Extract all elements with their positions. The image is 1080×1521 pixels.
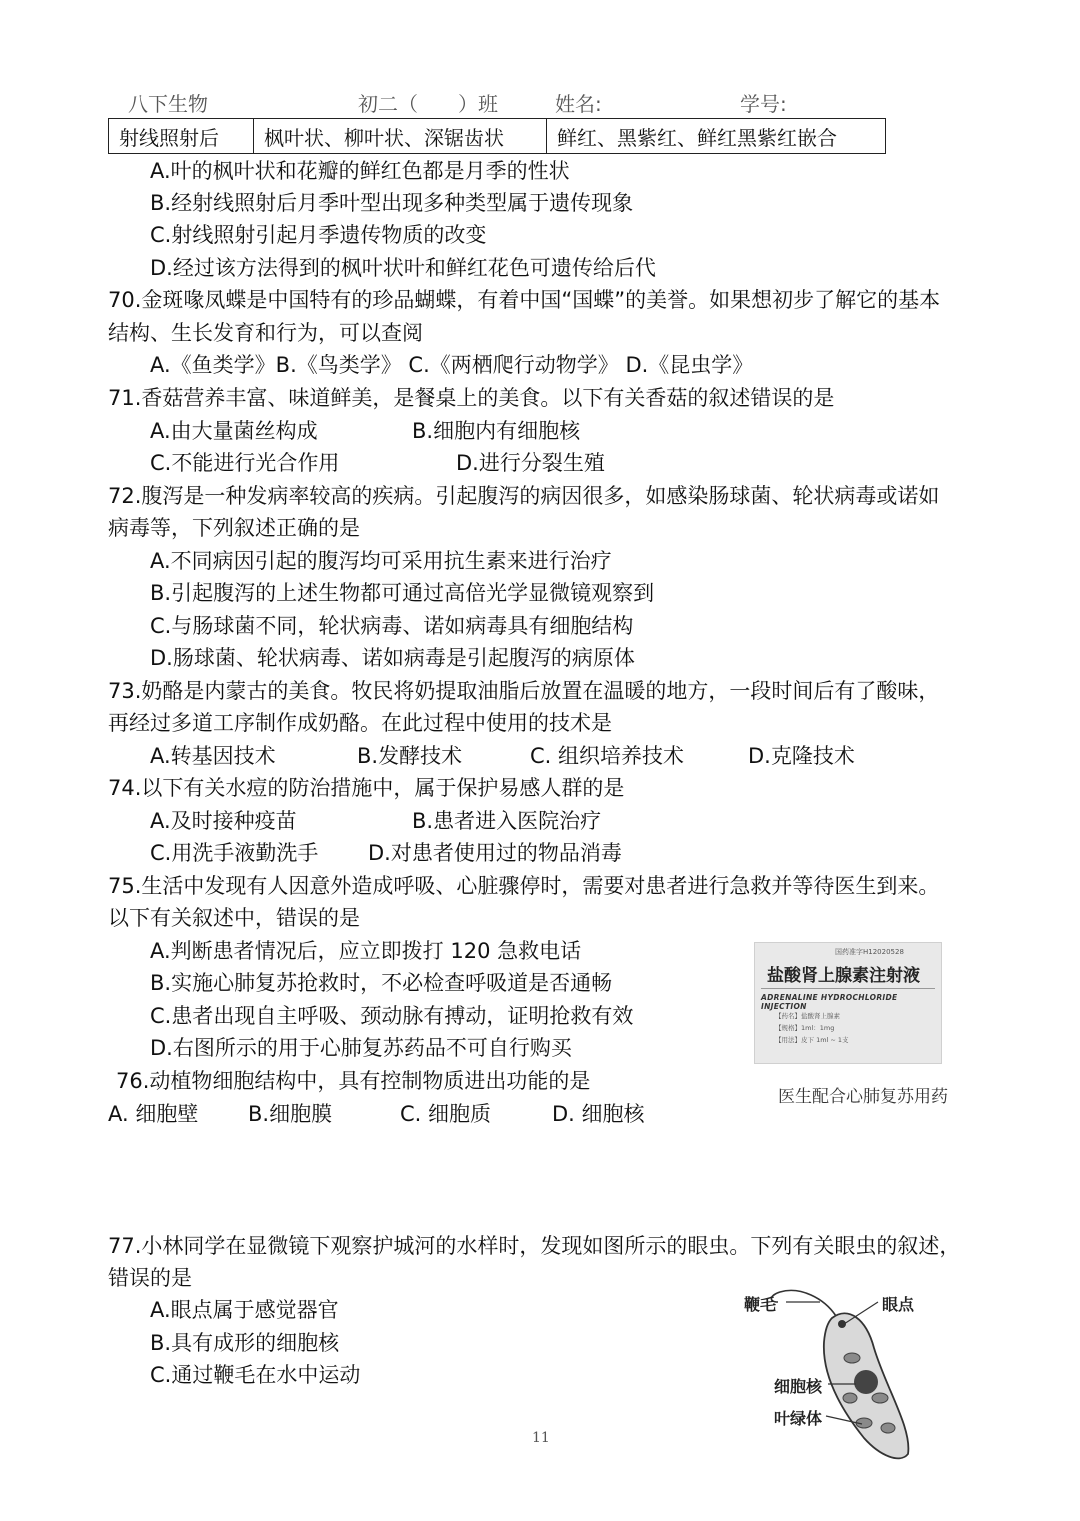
label-flagellum: 鞭毛	[744, 1295, 777, 1314]
q72-stem-cont: 病毒等，下列叙述正确的是	[108, 516, 360, 540]
q70-stem-cont: 结构、生长发育和行为，可以查阅	[108, 321, 423, 345]
q75-option-a: A.判断患者情况后，应立即拨打 120 急救电话	[150, 939, 582, 963]
q73-stem-cont: 再经过多道工序制作成奶酪。在此过程中使用的技术是	[108, 711, 612, 735]
q76-option-b: B.细胞膜	[248, 1102, 333, 1126]
q74-option-c: C.用洗手液勤洗手	[150, 841, 319, 865]
q71-option-a: A.由大量菌丝构成	[150, 419, 318, 443]
header-number: 学号:	[740, 92, 787, 116]
q73-option-c: C. 组织培养技术	[530, 744, 685, 768]
q69-option-a: A.叶的枫叶状和花瓣的鲜红色都是月季的性状	[150, 159, 570, 183]
chloroplast-icon	[872, 1393, 888, 1403]
q77-option-c: C.通过鞭毛在水中运动	[150, 1363, 361, 1387]
q70-options: A.《鱼类学》B.《鸟类学》 C.《两栖爬行动物学》 D.《昆虫学》	[150, 353, 754, 377]
q74-option-d: D.对患者使用过的物品消毒	[368, 841, 622, 865]
q71-stem: 71.香菇营养丰富、味道鲜美，是餐桌上的美食。以下有关香菇的叙述错误的是	[108, 386, 835, 410]
chloroplast-icon	[844, 1353, 860, 1363]
q69-option-b: B.经射线照射后月季叶型出现多种类型属于遗传现象	[150, 191, 634, 215]
q75-stem-cont: 以下有关叙述中，错误的是	[108, 906, 360, 930]
q74-option-a: A.及时接种疫苗	[150, 809, 297, 833]
q69-option-c: C.射线照射引起月季遗传物质的改变	[150, 223, 487, 247]
header-name: 姓名:	[555, 92, 602, 116]
medicine-label-image	[754, 942, 942, 1064]
nucleus-icon	[854, 1370, 878, 1394]
q77-stem-cont: 错误的是	[108, 1266, 192, 1290]
header-subject: 八下生物	[128, 92, 208, 116]
chloroplast-icon	[881, 1423, 895, 1433]
label-eyespot: 眼点	[882, 1295, 915, 1314]
table-cell-label: 射线照射后	[109, 119, 254, 154]
medicine-name-en: ADRENALINE HYDROCHLORIDE INJECTION	[761, 993, 898, 1011]
table-cell-color: 鲜红、黑紫红、鲜红黑紫红嵌合	[547, 119, 886, 154]
medicine-line-2: 【规格】1ml：1mg	[775, 1024, 835, 1032]
q71-option-b: B.细胞内有细胞核	[412, 419, 581, 443]
table-row	[109, 119, 886, 154]
q77-option-a: A.眼点属于感觉器官	[150, 1298, 339, 1322]
page-number: 11	[532, 1430, 550, 1446]
label-nucleus: 细胞核	[774, 1377, 823, 1396]
q73-option-d: D.克隆技术	[748, 744, 855, 768]
medicine-approval-number: 国药准字H12020528	[835, 948, 904, 956]
trait-table	[108, 118, 886, 154]
q72-option-a: A.不同病因引起的腹泻均可采用抗生素来进行治疗	[150, 549, 612, 573]
q71-option-d: D.进行分裂生殖	[456, 451, 605, 475]
q73-option-a: A.转基因技术	[150, 744, 276, 768]
q74-option-b: B.患者进入医院治疗	[412, 809, 602, 833]
label-chloroplast: 叶绿体	[774, 1409, 823, 1428]
q72-option-d: D.肠球菌、轮状病毒、诺如病毒是引起腹泻的病原体	[150, 646, 635, 670]
q75-stem: 75.生活中发现有人因意外造成呼吸、心脏骤停时，需要对患者进行急救并等待医生到来。	[108, 874, 940, 898]
medicine-name-cn: 盐酸肾上腺素注射液	[767, 966, 920, 986]
q76-option-c: C. 细胞质	[400, 1102, 492, 1126]
q75-option-d: D.右图所示的用于心肺复苏药品不可自行购买	[150, 1036, 572, 1060]
medicine-line-1: 【药名】盐酸肾上腺素	[775, 1012, 840, 1020]
q76-option-d: D. 细胞核	[552, 1102, 645, 1126]
header-class: 初二（ ）班	[358, 92, 498, 116]
q75-option-c: C.患者出现自主呼吸、颈动脉有搏动，证明抢救有效	[150, 1004, 634, 1028]
q75-option-b: B.实施心肺复苏抢救时，不必检查呼吸道是否通畅	[150, 971, 613, 995]
q72-option-b: B.引起腹泻的上述生物都可通过高倍光学显微镜观察到	[150, 581, 655, 605]
q70-stem: 70.金斑喙凤蝶是中国特有的珍品蝴蝶，有着中国“国蝶”的美誉。如果想初步了解它的基本	[108, 288, 941, 312]
q76-stem: 76.动植物细胞结构中，具有控制物质进出功能的是	[116, 1069, 591, 1093]
chloroplast-icon	[843, 1393, 857, 1403]
q76-option-a: A. 细胞壁	[108, 1102, 199, 1126]
q71-option-c: C.不能进行光合作用	[150, 451, 340, 475]
q72-stem: 72.腹泻是一种发病率较高的疾病。引起腹泻的病因很多，如感染肠球菌、轮状病毒或诺如	[108, 484, 940, 508]
q73-stem: 73.奶酪是内蒙古的美食。牧民将奶提取油脂后放置在温暖的地方，一段时间后有了酸味，	[108, 679, 940, 703]
q77-option-b: B.具有成形的细胞核	[150, 1331, 340, 1355]
flagellum-icon	[771, 1290, 836, 1316]
q69-option-d: D.经过该方法得到的枫叶状叶和鲜红花色可遗传给后代	[150, 256, 656, 280]
medicine-line-3: 【用法】皮下 1ml ~ 1支	[775, 1036, 849, 1044]
q74-stem: 74.以下有关水痘的防治措施中，属于保护易感人群的是	[108, 776, 625, 800]
medicine-caption: 医生配合心肺复苏用药	[778, 1087, 948, 1107]
q77-stem: 77.小林同学在显微镜下观察护城河的水样时，发现如图所示的眼虫。下列有关眼虫的叙述，	[108, 1234, 961, 1258]
q72-option-c: C.与肠球菌不同，轮状病毒、诺如病毒具有细胞结构	[150, 614, 634, 638]
q73-option-b: B.发酵技术	[357, 744, 463, 768]
table-cell-leaf: 枫叶状、柳叶状、深锯齿状	[254, 119, 547, 154]
medicine-divider	[761, 988, 935, 989]
